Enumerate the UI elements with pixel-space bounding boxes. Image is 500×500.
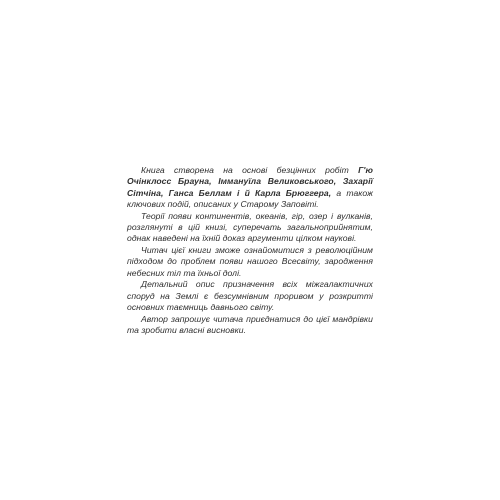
paragraph-1 <box>127 165 373 210</box>
paragraph-3-text: Читач цієї книги зможе ознайомитися з революційним підходом до проблем появи нашого Всесвіту, зародження небесних тіл та їхньої долі. <box>127 245 373 278</box>
annotation-text-block <box>127 165 373 337</box>
paragraph-5-text: Автор запрошує читача приєднатися до цієї мандрівки та зробити власні висновки. <box>127 313 373 336</box>
paragraph-5 <box>127 314 373 337</box>
paragraph-1-text: Книга створена на основі безцінних робіт <box>141 165 359 175</box>
paragraph-3 <box>127 245 373 279</box>
paragraph-4 <box>127 279 373 313</box>
paragraph-2 <box>127 211 373 245</box>
paragraph-2-text: Теорії появи континентів, океанів, гір, озер і вулканів, розглянуті в цій книзі, суперечать загальноприйнятим, однак наведені на їхній доказ аргументи цілком наукові. <box>127 210 373 244</box>
paragraph-4-text: Детальний опис призначення всіх міжгалактичних споруд на Землі є безсумнівним проривом у розкритті основних таємниць давнього світу. <box>127 279 373 313</box>
paragraph-1-tail: а також ключових подій, описаних у Старому Заповіті. <box>127 187 374 209</box>
author-names: Г'ю Очінклосс Брауна, Іммануїла Великовського, Захарії Сітчіна, Ганса Беллам і й Карла Брюггера, <box>127 165 373 198</box>
